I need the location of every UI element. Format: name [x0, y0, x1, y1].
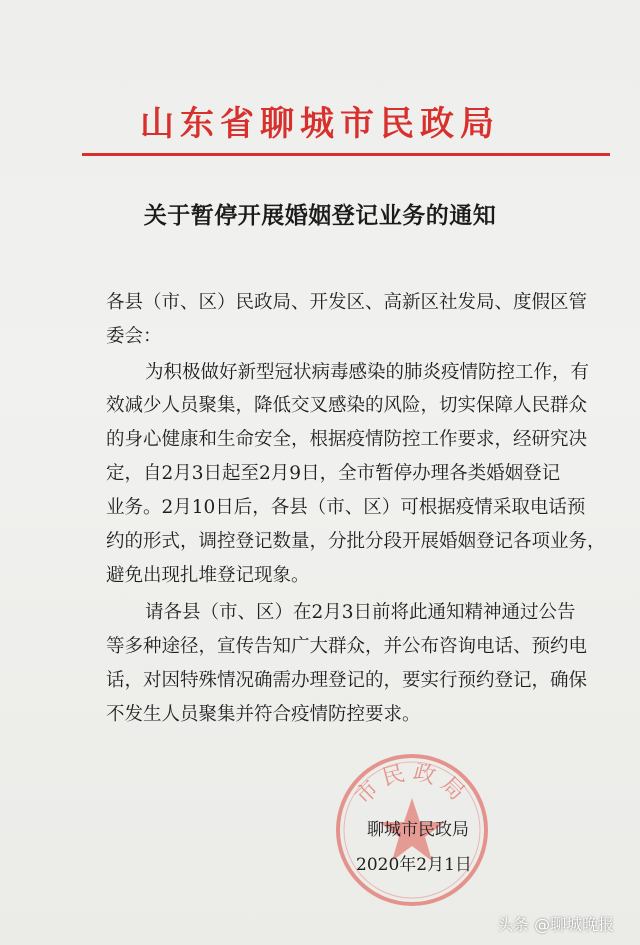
recipient-line: 委会： [106, 326, 162, 347]
notice-title: 关于暂停开展婚姻登记业务的通知 [143, 203, 497, 229]
issue-date: 2020年2月1日 [356, 855, 472, 875]
paragraph1-line: 效减少人员聚集，降低交叉感染的风险，切实保障人民群众 [106, 395, 588, 416]
paragraph1-line: 约的形式，调控登记数量，分批分段开展婚姻登记各项业务， [106, 531, 606, 552]
paragraph2-line: 等多种途径，宣传告知广大群众，并公布咨询电话、预约电 [106, 636, 588, 657]
paragraph1-line: 为积极做好新型冠状病毒感染的肺炎疫情防控工作，有 [145, 362, 590, 383]
paragraph2-line: 话，对因特殊情况确需办理登记的，要实行预约登记，确保 [106, 670, 588, 691]
paragraph1-line: 避免出现扎堆登记现象。 [106, 565, 310, 586]
paragraph2-line: 不发生人员聚集并符合疫情防控要求。 [106, 704, 421, 725]
paragraph1-line: 的身心健康和生命安全，根据疫情防控工作要求，经研究决 [106, 429, 588, 450]
paragraph1-line: 业务。2月10日后，各县（市、区）可根据疫情采取电话预 [106, 497, 586, 518]
issuing-authority-header: 山东省聊城市民政局 [140, 104, 500, 144]
source-watermark: 头条 @聊城晚报 [497, 915, 615, 934]
recipient-line: 各县（市、区）民政局、开发区、高新区社发局、度假区管 [106, 292, 588, 313]
red-divider-line [82, 153, 610, 156]
issuer-signature: 聊城市民政局 [367, 820, 469, 840]
seal-text: 市民政局 [350, 759, 474, 810]
paragraph1-line: 定，自2月3日起至2月9日，全市暂停办理各类婚姻登记 [106, 463, 561, 484]
paragraph2-line: 请各县（市、区）在2月3日前将此通知精神通过公告 [145, 602, 576, 623]
